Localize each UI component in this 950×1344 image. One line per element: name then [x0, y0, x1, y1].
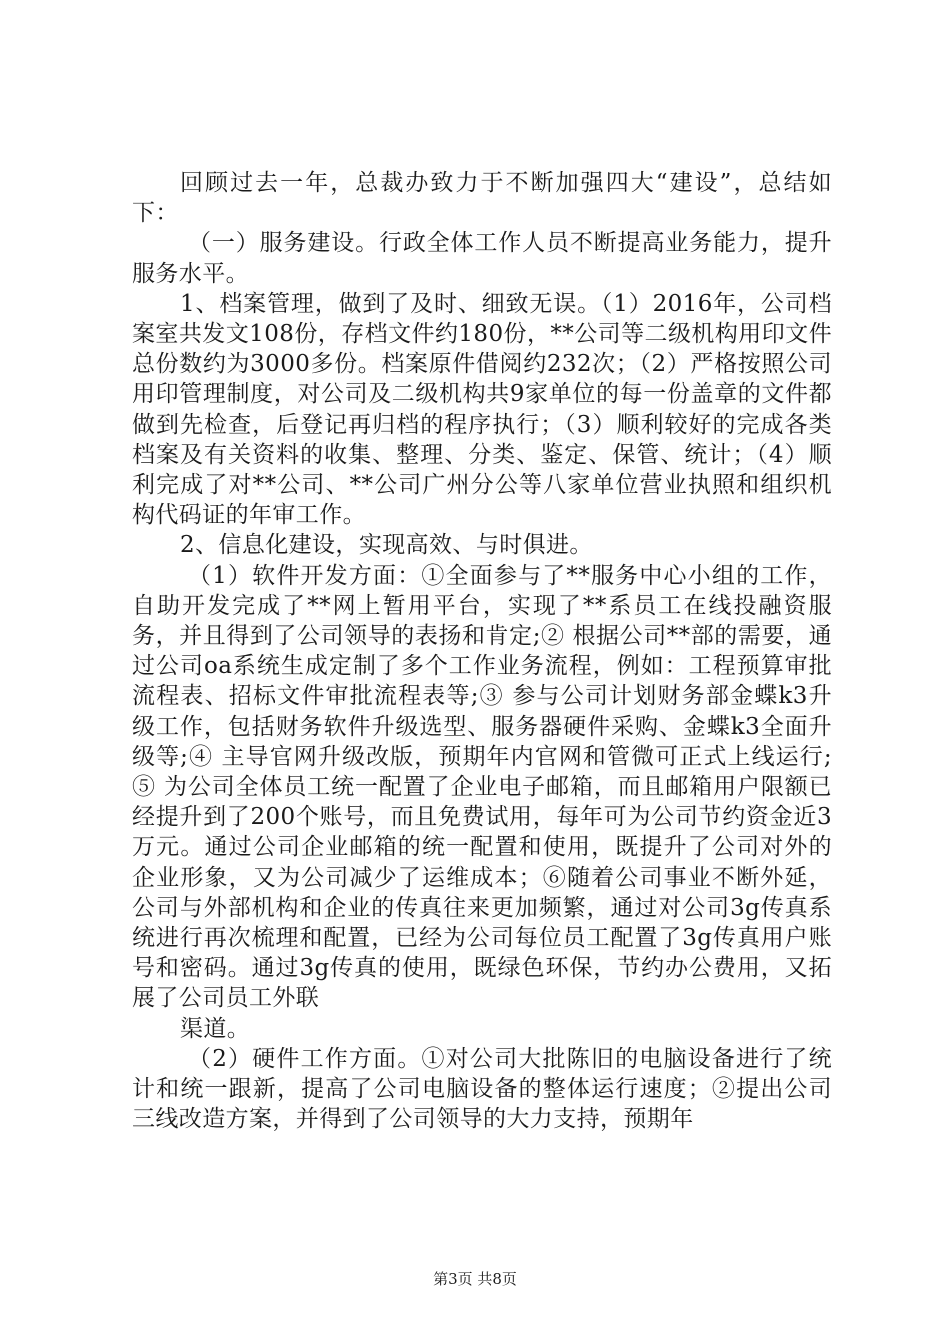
paragraph-intro: 回顾过去一年，总裁办致力于不断加强四大“建设”，总结如下： [132, 170, 832, 227]
paragraph-service-construction: （一）服务建设。行政全体工作人员不断提高业务能力，提升服务水平。 [132, 230, 832, 287]
paragraph-informatization: 2、信息化建设，实现高效、与时俱进。 [180, 532, 593, 559]
paragraph-hardware-work: （2）硬件工作方面。①对公司大批陈旧的电脑设备进行了统计和统一跟新，提高了公司电脑设备的整体运行速度；②提出公司三线改造方案，并得到了公司领导的大力支持，预期年 [132, 1045, 832, 1133]
paragraph-software-development: （1）软件开发方面：①全面参与了**服务中心小组的工作，自助开发完成了**网上暂用平台，实现了**系员工在线投融资服务，并且得到了公司领导的表扬和肯定;② 根据公司**部的需要，通过公司oa系统生成定制了多个工作业务流程，例如：工程预算审批流程表、招标文件审批流程表等;③ 参与公司计划财务部金蝶k3升级工作，包括财务软件升级选型、服务器硬件采购、金蝶k3全面升级等;④ 主导官网升级改版，预期年内官网和管微可正式上线运行;⑤ 为公司全体员工统一配置了企业电子邮箱，而且邮箱用户限额已经提升到了200个账号，而且免费试用，每年可为公司节约资金近3万元。通过公司企业邮箱的统一配置和使用，既提升了公司对外的企业形象，又为公司减少了运维成本；⑥随着公司事业不断外延，公司与外部机构和企业的传真往来更加频繁，通过对公司3g传真系统进行再次梳理和配置，已经为公司每位员工配置了3g传真用户账号和密码。通过3g传真的使用，既绿色环保，节约办公费用，又拓展了公司员工外联 [132, 562, 832, 1012]
paragraph-channels: 渠道。 [180, 1015, 251, 1042]
paragraph-archive-management: 1、档案管理，做到了及时、细致无误。（1）2016年，公司档案室共发文108份，存档文件约180份，**公司等二级机构用印文件总份数约为3000多份。档案原件借阅约232次；（2）严格按照公司用印管理制度，对公司及二级机构共9家单位的每一份盖章的文件都做到先检查，后登记再归档的程序执行；（3）顺利较好的完成各类档案及有关资料的收集、整理、分类、鉴定、保管、统计；（4）顺利完成了对**公司、**公司广州分公等八家单位营业执照和组织机构代码证的年审工作。 [132, 290, 832, 529]
document-body [132, 168, 832, 1135]
page-number-footer: 第3页 共8页 [433, 1270, 517, 1288]
